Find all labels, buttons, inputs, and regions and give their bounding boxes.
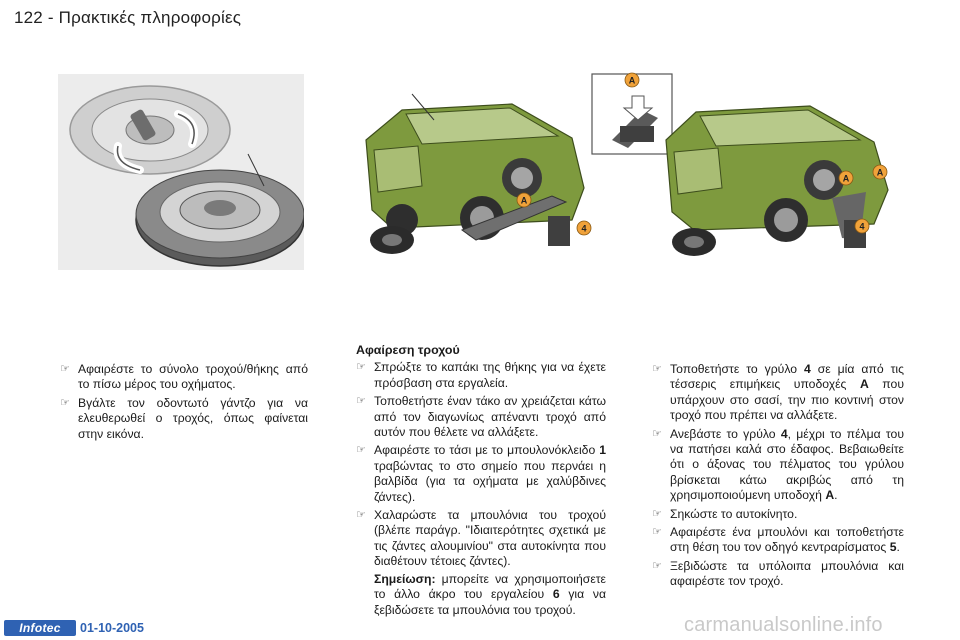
- pointing-hand-icon: ☞: [356, 395, 366, 408]
- infotec-logo: Infotec: [4, 620, 76, 636]
- callout-label: A: [842, 173, 850, 184]
- list-item: [356, 394, 606, 440]
- item-text: [670, 362, 904, 424]
- car-jack-illustration: [362, 70, 910, 270]
- text-run: τραβώντας το στο σημείο που περνάει η βαλβίδα (για τα οχήματα με χαλύβδινες ζάντες).: [374, 458, 606, 504]
- pointing-hand-icon: ☞: [356, 361, 366, 374]
- spare-wheel-illustration: [58, 74, 304, 270]
- callout-label: 4: [581, 223, 587, 234]
- list-item: [652, 559, 904, 590]
- callout-label: A: [876, 167, 884, 178]
- item-text: [670, 525, 904, 556]
- list-item: [652, 525, 904, 556]
- section-heading: Αφαίρεση τροχού: [356, 343, 460, 357]
- text-run: για να ξεβιδώσετε τα μπουλόνια του τροχού.: [374, 587, 607, 617]
- pointing-hand-icon: ☞: [356, 509, 366, 522]
- reference-letter: A: [859, 377, 869, 392]
- text-run: μπορείτε να χρησιμοποιήσετε το άλλο άκρο του εργαλείου: [374, 571, 606, 602]
- text-run: .: [896, 540, 900, 555]
- list-item: [652, 507, 904, 522]
- text-run: , μέχρι το πέλμα του να πατήσει καλά στο έδαφος. Βεβαιωθείτε ότι ο άξονας του πέλματος του γρύλου βρίσκεται κάτω ακριβώς από τη χρησιμοποιούμενη υποδοχή: [670, 426, 905, 503]
- list-item: [652, 362, 904, 424]
- item-text: Ξεβιδώστε τα υπόλοιπα μπουλόνια και αφαιρέστε τον τροχό.: [670, 558, 904, 589]
- pointing-hand-icon: ☞: [356, 444, 366, 457]
- item-text: Σπρώξτε το καπάκι της θήκης για να έχετε πρόσβαση στα εργαλεία.: [374, 360, 606, 390]
- text-run: Αφαιρέστε το τάσι με το μπουλονόκλειδο: [374, 443, 600, 458]
- item-text: Αφαιρέστε το σύνολο τροχού/θήκης από το πίσω μέρος του οχήματος.: [78, 362, 308, 392]
- pointing-hand-icon: ☞: [652, 507, 662, 520]
- item-text: Σηκώστε το αυτοκίνητο.: [670, 506, 798, 521]
- pointing-hand-icon: ☞: [60, 363, 70, 375]
- list-item: [60, 396, 308, 442]
- list-item: [356, 508, 606, 570]
- pointing-hand-icon: ☞: [652, 526, 662, 539]
- middle-column: [356, 343, 606, 618]
- page-title: 122 - Πρακτικές πληροφορίες: [14, 8, 242, 27]
- item-text: [374, 443, 606, 505]
- watermark: carmanualsonline.info: [684, 614, 883, 636]
- list-item: [652, 427, 904, 504]
- pointing-hand-icon: ☞: [60, 396, 70, 409]
- text-run: που υπάρχουν στο σασί, την πιο κοντινή στον τροχό που πρέπει να αλλάξετε.: [670, 377, 904, 423]
- item-text: Βγάλτε τον οδοντωτό γάντζο για να ελευθερωθεί ο τροχός, όπως φαίνεται στην εικόνα.: [78, 395, 308, 441]
- right-column: [652, 362, 904, 593]
- left-column: [60, 362, 308, 445]
- footer-date: 01-10-2005: [80, 621, 144, 635]
- text-run: Τοποθετήστε το γρύλο: [670, 362, 804, 376]
- list-item: [60, 362, 308, 393]
- text-run: Αφαιρέστε ένα μπουλόνι και τοποθετήστε στη θέση του τον οδηγό κεντραρίσματος: [670, 525, 904, 555]
- text-run: Ανεβάστε το γρύλο: [670, 426, 781, 441]
- text-run: .: [834, 488, 838, 503]
- item-text: Τοποθετήστε έναν τάκο αν χρειάζεται κάτω από τον διαγωνίως απέναντι τροχό από αυτόν που θέλετε να αλλάξετε.: [374, 394, 606, 440]
- reference-letter: A: [825, 488, 835, 503]
- list-item: [356, 360, 606, 391]
- reference-number: 1: [599, 443, 606, 458]
- text-run: σε μία από τις τέσσερις επιμήκεις υποδοχές: [670, 362, 904, 392]
- callout-label: 4: [859, 221, 865, 232]
- reference-number: 4: [780, 426, 788, 441]
- pointing-hand-icon: ☞: [652, 363, 662, 375]
- note: [356, 572, 606, 618]
- callout-label: A: [520, 195, 528, 206]
- reference-number: 5: [889, 540, 897, 555]
- pointing-hand-icon: ☞: [652, 559, 662, 572]
- pointing-hand-icon: ☞: [652, 427, 662, 440]
- item-text: [670, 427, 904, 504]
- note-label: Σημείωση:: [374, 571, 436, 586]
- list-item: [356, 443, 606, 505]
- reference-number: 4: [804, 362, 811, 376]
- reference-number: 6: [552, 587, 560, 602]
- item-text: Χαλαρώστε τα μπουλόνια του τροχού (βλέπε παράγρ. "Ιδιαιτερότητες σχετικά με τις ζάντες αλουμινίου" στα αυτοκίνητα που διαθέτουν τέτοιες ζάντες).: [374, 508, 606, 569]
- callout-label: A: [628, 75, 636, 86]
